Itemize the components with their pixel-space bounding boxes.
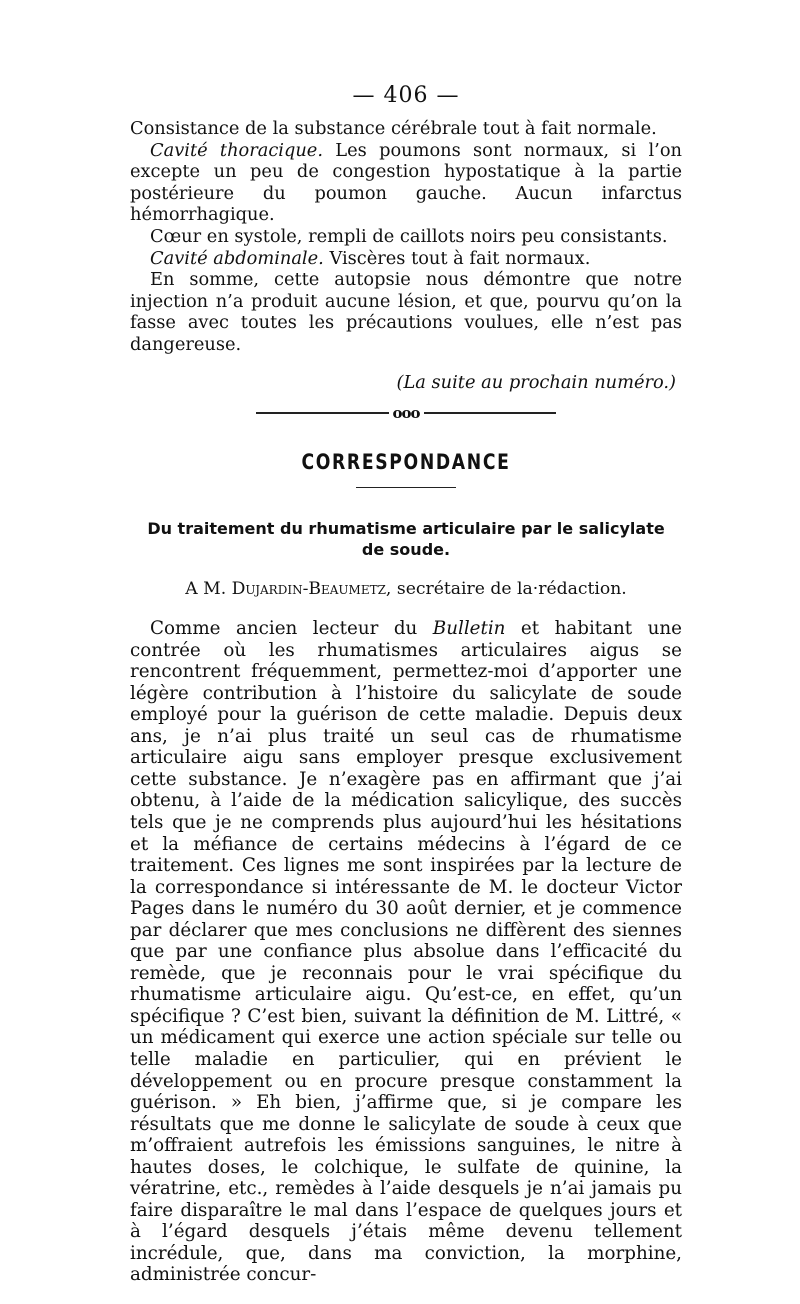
paragraph-en-somme bbox=[130, 269, 682, 355]
paragraph-text: En somme, cette autopsie nous démontre que notre injection n’a produit aucune lésion, et que, pourvu qu’on la fasse avec toutes les précautions voulues, elle n’est pas dangereuse. bbox=[130, 269, 682, 355]
ornament-rings: ooo bbox=[392, 403, 420, 422]
paragraph-cavite-thoracique bbox=[130, 140, 682, 226]
continued-note: (La suite au prochain numéro.) bbox=[396, 371, 676, 393]
address-name: Dujardin-Beaumetz, bbox=[231, 579, 392, 600]
divider-line-right bbox=[424, 412, 557, 414]
section-label-cavite-abdominale: Cavité abdominale. bbox=[150, 247, 324, 269]
article-title: Du traitement du rhumatisme articulaire par le salicylate de soude. bbox=[147, 519, 665, 560]
section-title: CORRESPONDANCE bbox=[301, 449, 511, 474]
title-rule bbox=[356, 487, 456, 489]
address-suffix: secrétaire de la·rédaction. bbox=[391, 579, 627, 600]
paragraph-text: Viscères tout à fait normaux. bbox=[323, 247, 591, 269]
journal-title-bulletin: Bulletin bbox=[432, 618, 506, 640]
letter-address bbox=[130, 578, 682, 600]
letter-text-part2: et habitant une contrée où les rhumatismes articulaires aigus se rencontrent fréquemment, permettez-moi d’apporter une légère contribution à l’histoire du salicylate de soude employé pour la guérison de cette maladie. Depuis deux ans, je n’ai plus traité un seul cas de rhumatisme articulaire aigu sans employer presque exclusivement cette substance. Je n’exagère pas en affirmant que j’ai obtenu, à l’aide de la médication salicylique, des succès tels que je ne comprends plus aujourd’hui les hésitations et la méfiance de certains médecins à l’égard de ce traitement. Ces lignes me sont inspirées par la lecture de la correspondance si intéressante de M. le docteur Victor Pages dans le numéro du 30 août dernier, et je commence par déclarer que mes conclusions ne diffèrent des siennes que par une confiance plus absolue dans l’efficacité du remède, que je reconnais pour le vrai spécifique du rhumatisme articulaire aigu. Qu’est-ce, en effet, qu’un spécifique ? C’est bien, suivant la définition de M. Littré, « un médicament qui exerce une action spéciale sur telle ou telle maladie en particulier, qui en prévient le développement ou en procure presque constamment la guérison. » Eh bien, j’affirme que, si je compare les résultats que me donne le salicylate de soude à ceux que m’offraient autrefois les émissions sanguines, le nitre à hautes doses, le colchique, le sulfate de quinine, la vératrine, etc., remèdes à l’aide desquels je n’ai jamais pu faire disparaître le mal dans l’espace de quelques jours et à l’égard desquels j’étais même devenu tellement incrédule, que, dans ma conviction, la morphine, administrée concur- bbox=[130, 618, 682, 1286]
paragraph-cavite-abdominale bbox=[130, 248, 682, 270]
divider-line-left bbox=[256, 412, 389, 414]
paragraph-text: Cœur en systole, rempli de caillots noirs peu consistants. bbox=[150, 225, 668, 247]
paragraph-text: Consistance de la substance cérébrale tout à fait normale. bbox=[130, 118, 657, 139]
section-label-cavite-thoracique: Cavité thoracique. bbox=[150, 139, 323, 161]
document-page bbox=[130, 82, 682, 1304]
letter-text-part1: Comme ancien lecteur du bbox=[150, 618, 433, 640]
paragraph-coeur bbox=[130, 226, 682, 248]
ornamental-divider bbox=[256, 403, 556, 422]
paragraph-consistance bbox=[130, 118, 682, 140]
letter-body bbox=[130, 618, 682, 1286]
page-number: — 406 — bbox=[352, 83, 460, 108]
address-prefix: A M. bbox=[185, 579, 232, 600]
paragraph-text: Les poumons sont normaux, si l’on excepte un peu de congestion hypostatique à la partie postérieure du poumon gauche. Aucun infarctus hémorrhagique. bbox=[130, 139, 682, 226]
